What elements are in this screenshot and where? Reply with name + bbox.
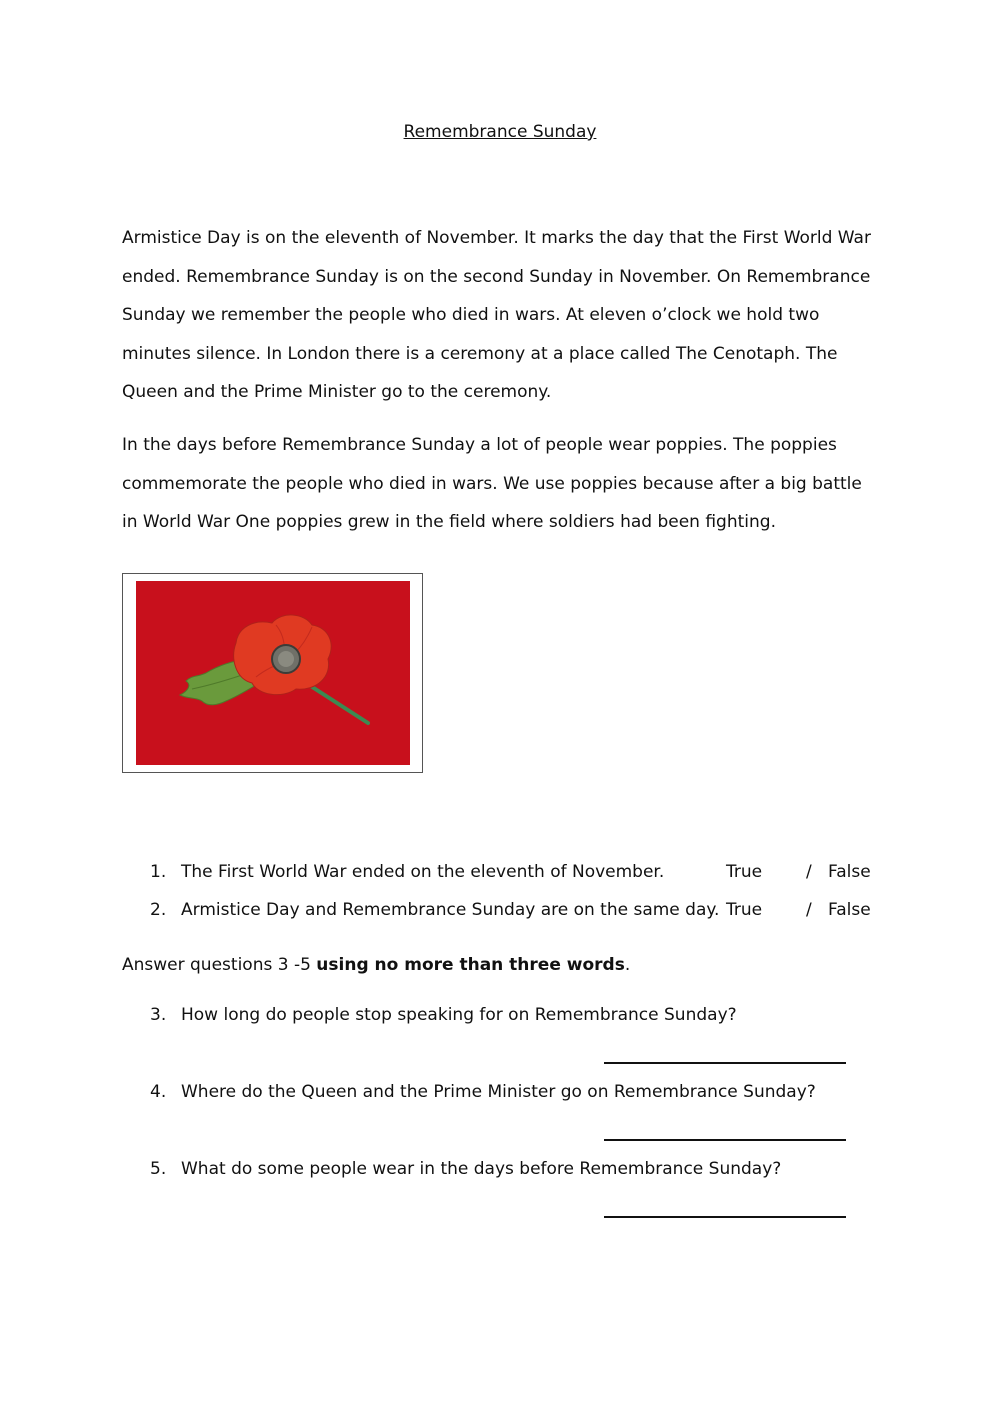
option-separator: / xyxy=(806,862,812,882)
true-option[interactable]: True xyxy=(726,862,763,882)
poppy-photo-frame xyxy=(122,573,423,773)
option-separator: / xyxy=(806,900,812,920)
paragraph-armistice: Armistice Day is on the eleventh of November. It marks the day that the First World War ended. Remembrance Sunday is on the second Sunday in November. On Remembrance Sunday we remember the people who died in wars. At eleven o’clock we hold two minutes silence. In London there is a ceremony at a place called The Cenotaph. The Queen and the Prime Minister go to the ceremony. xyxy=(122,228,871,402)
poppy-image xyxy=(136,581,410,765)
false-option[interactable]: False xyxy=(828,900,871,920)
question-2-row xyxy=(150,895,890,925)
worksheet-title: Remembrance Sunday xyxy=(403,122,597,142)
question-number: 4. xyxy=(150,1082,167,1102)
question-5-row xyxy=(150,1154,890,1184)
question-3-row xyxy=(150,1000,890,1030)
answer-line-4[interactable] xyxy=(604,1139,846,1141)
question-1-row xyxy=(150,857,890,887)
instruction-text xyxy=(122,950,630,980)
answer-line-3[interactable] xyxy=(604,1062,846,1064)
question-4-row xyxy=(150,1077,890,1107)
instruction-prefix: Answer questions 3 -5 xyxy=(122,955,317,975)
answer-line-5[interactable] xyxy=(604,1216,846,1218)
true-option[interactable]: True xyxy=(726,900,763,920)
false-option[interactable]: False xyxy=(828,862,871,882)
question-text: Armistice Day and Remembrance Sunday are on the same day. xyxy=(181,900,720,920)
instruction-emphasis: using no more than three words xyxy=(316,955,625,975)
question-text: What do some people wear in the days before Remembrance Sunday? xyxy=(181,1159,782,1179)
question-number: 1. xyxy=(150,862,167,882)
question-number: 3. xyxy=(150,1005,167,1025)
question-text: Where do the Queen and the Prime Minister go on Remembrance Sunday? xyxy=(181,1082,816,1102)
question-number: 2. xyxy=(150,900,167,920)
paragraph-poppies: In the days before Remembrance Sunday a lot of people wear poppies. The poppies commemorate the people who died in wars. We use poppies because after a big battle in World War One poppies grew in the field where soldiers had been fighting. xyxy=(122,435,862,532)
question-text: How long do people stop speaking for on Remembrance Sunday? xyxy=(181,1005,737,1025)
question-number: 5. xyxy=(150,1159,167,1179)
instruction-suffix: . xyxy=(624,955,631,975)
question-text: The First World War ended on the eleventh of November. xyxy=(181,862,665,882)
